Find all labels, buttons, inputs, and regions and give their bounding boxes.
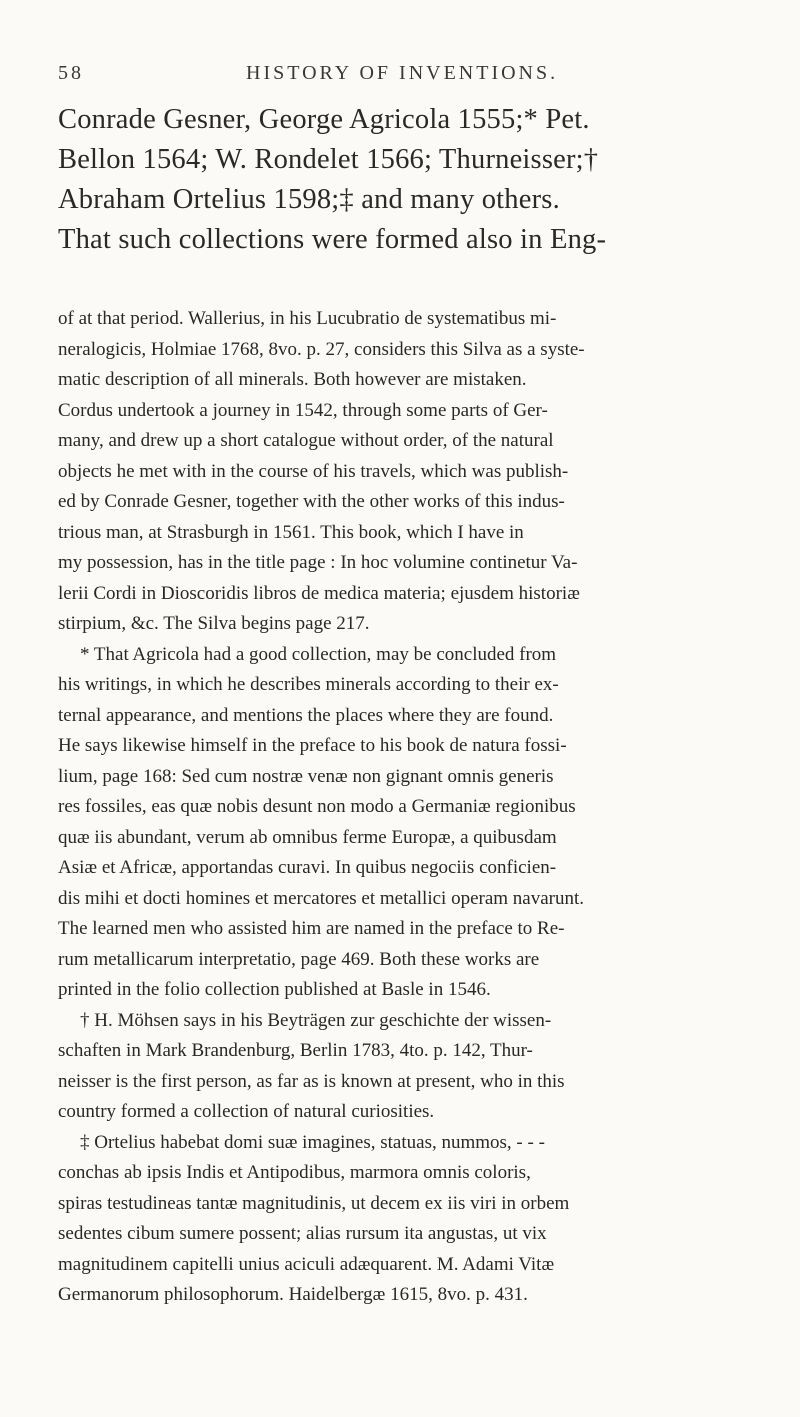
footnote-line: his writings, in which he describes minerals according to their ex- [58,674,559,695]
footnote-line: res fossiles, eas quæ nobis desunt non modo a Germaniæ regionibus [58,796,576,817]
footnotes [58,304,764,1311]
page-header [58,62,758,92]
running-title: HISTORY OF INVENTIONS. [246,62,559,84]
footnote-line: quæ iis abundant, verum ab omnibus ferme Europæ, a quibusdam [58,826,557,848]
footnote-line: dis mihi et docti homines et mercatores et metallici operam navarunt. [58,887,585,909]
footnote-line: magnitudinem capitelli unius aciculi adæquarent. M. Adami Vitæ [58,1253,555,1275]
footnote-line: lium, page 168: Sed cum nostræ venæ non gignant omnis generis [58,765,554,787]
footnote-line: ternal appearance, and mentions the places where they are found. [58,704,554,726]
text-line: That such collections were formed also in Eng- [58,224,607,255]
main-text [58,100,768,260]
footnote-line: He says likewise himself in the preface to his book de natura fossi- [58,735,567,756]
footnote-start-line: ‡ Ortelius habebat domi suæ imagines, statuas, nummos, - - - [80,1131,545,1153]
footnote-line: my possession, has in the title page : In hoc volumine continetur Va- [58,552,578,573]
footnote-line: country formed a collection of natural curiosities. [58,1101,435,1122]
footnote-line: schaften in Mark Brandenburg, Berlin 1783, 4to. p. 142, Thur- [58,1040,533,1061]
footnote-line: rum metallicarum interpretatio, page 469. Both these works are [58,948,540,970]
footnote-line: of at that period. Wallerius, in his Lucubratio de systematibus mi- [58,308,557,329]
footnote-line: objects he met with in the course of his travels, which was publish- [58,460,569,482]
footnote-line: sedentes cibum sumere possent; alias rursum ita angustas, ut vix [58,1223,547,1244]
footnote-line: The learned men who assisted him are named in the preface to Re- [58,918,565,939]
footnote-line: stirpium, &c. The Silva begins page 217. [58,613,370,634]
footnote-line: matic description of all minerals. Both however are mistaken. [58,369,527,390]
footnote-line: Asiæ et Africæ, apportandas curavi. In quibus negociis conficien- [58,857,557,878]
text-line: Conrade Gesner, George Agricola 1555;* Pet. [58,104,590,135]
footnote-line: many, and drew up a short catalogue without order, of the natural [58,430,554,451]
page-number: 58 [58,62,84,84]
footnote-line: neisser is the first person, as far as is known at present, who in this [58,1070,565,1092]
footnote-line: trious man, at Strasburgh in 1561. This book, which I have in [58,521,524,543]
footnote-line: neralogicis, Holmiae 1768, 8vo. p. 27, considers this Silva as a syste- [58,338,585,360]
footnote-line: Cordus undertook a journey in 1542, through some parts of Ger- [58,399,548,421]
text-line: Abraham Ortelius 1598;‡ and many others. [58,184,560,215]
footnote-start-line: † H. Möhsen says in his Beyträgen zur geschichte der wissen- [80,1009,552,1031]
footnote-line: conchas ab ipsis Indis et Antipodibus, marmora omnis coloris, [58,1162,531,1183]
footnote-start-line: * That Agricola had a good collection, may be concluded from [80,643,557,665]
footnote-line: Germanorum philosophorum. Haidelbergæ 1615, 8vo. p. 431. [58,1284,528,1305]
footnote-line: printed in the folio collection published at Basle in 1546. [58,979,491,1000]
footnote-line: lerii Cordi in Dioscoridis libros de medica materia; ejusdem historiæ [58,582,580,604]
text-line: Bellon 1564; W. Rondelet 1566; Thurneisser;† [58,144,599,175]
footnote-line: spiras testudineas tantæ magnitudinis, ut decem ex iis viri in orbem [58,1192,570,1214]
footnote-line: ed by Conrade Gesner, together with the other works of this indus- [58,491,565,512]
